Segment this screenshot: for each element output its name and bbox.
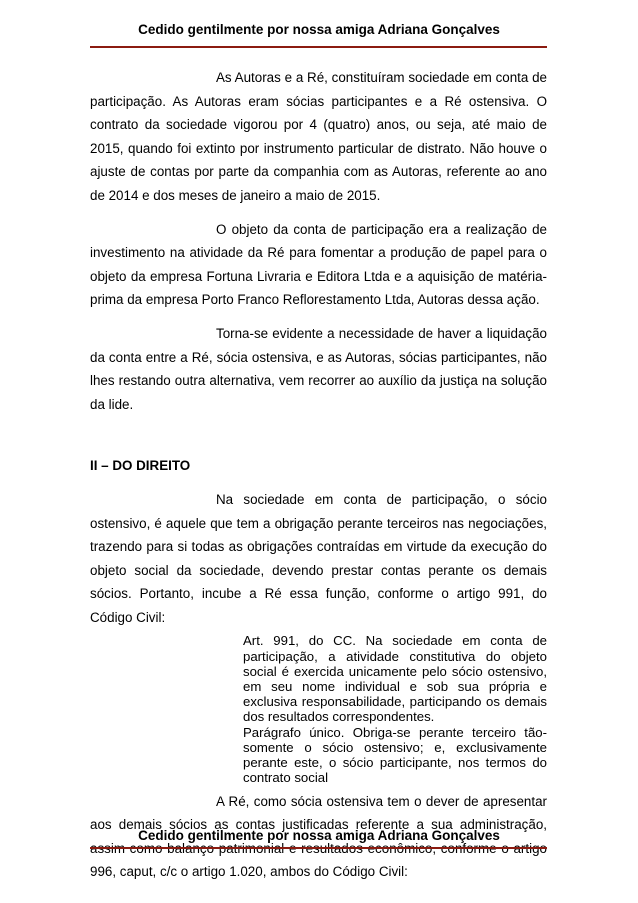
paragraph-1-text: As Autoras e a Ré, constituíram sociedade em conta de participação. As Autoras eram sócias participantes e a Ré ostensiva. O contrato da sociedade vigorou por 4 (quatro) anos, ou seja, até maio de 2015, quando foi extinto por instrumento particular de distrato. Não houve o ajuste de contas por parte da companhia com as Autoras, referente ao ano de 2014 e dos meses de janeiro a maio de 2015. bbox=[90, 70, 547, 203]
paragraph-4 bbox=[90, 488, 547, 630]
paragraph-1 bbox=[90, 66, 547, 208]
paragraph-2 bbox=[90, 218, 547, 312]
document-body bbox=[90, 66, 547, 884]
paragraph-2-text: O objeto da conta de participação era a realização de investimento na atividade da Ré para fomentar a produção de papel para o objeto da empresa Fortuna Livraria e Editora Ltda e a aquisição de matéria-prima da empresa Porto Franco Reflorestamento Ltda, Autoras dessa ação. bbox=[90, 221, 547, 308]
paragraph-4-text: Na sociedade em conta de participação, o sócio ostensivo, é aquele que tem a obrigação perante terceiros nas negociações, trazendo para si todas as obrigações contraídas em virtude da execução do objeto social da sociedade, devendo prestar contas perante os demais sócios. Portanto, incube a Ré essa função, conforme o artigo 991, do Código Civil: bbox=[90, 491, 547, 625]
section-heading: II – DO DIREITO bbox=[90, 458, 191, 474]
quote-paragraph: Parágrafo único. Obriga-se perante terceiro tão-somente o sócio ostensivo; e, exclusivamente perante este, o sócio participante, nos termos do contrato social bbox=[243, 724, 547, 786]
paragraph-3 bbox=[90, 322, 547, 416]
page-footer: Cedido gentilmente por nossa amiga Adriana Gonçalves bbox=[138, 828, 500, 843]
page-header: Cedido gentilmente por nossa amiga Adriana Gonçalves bbox=[138, 22, 500, 37]
paragraph-5-text: A Ré, como sócia ostensiva tem o dever de apresentar aos demais sócios as contas justificadas referente a sua administração, 996, caput, c/c o artigo 1.020, ambos do Código Civil: bbox=[90, 793, 547, 880]
quote-article: Art. 991, do CC. Na sociedade em conta de participação, a atividade constitutiva do objeto social é exercida unicamente pelo sócio ostensivo, em seu nome individual e sob sua própria e exclusiva responsabilidade, participando os demais dos resultados correspondentes. bbox=[243, 633, 547, 725]
header-rule bbox=[90, 46, 547, 48]
paragraph-3-text: Torna-se evidente a necessidade de haver a liquidação da conta entre a Ré, sócia ostensiva, e as Autoras, sócias participantes, não lhes restando outra alternativa, vem recorrer ao auxílio da justiça na solução da lide. bbox=[90, 325, 547, 412]
legal-quote bbox=[243, 633, 547, 785]
footer-rule bbox=[90, 847, 547, 849]
